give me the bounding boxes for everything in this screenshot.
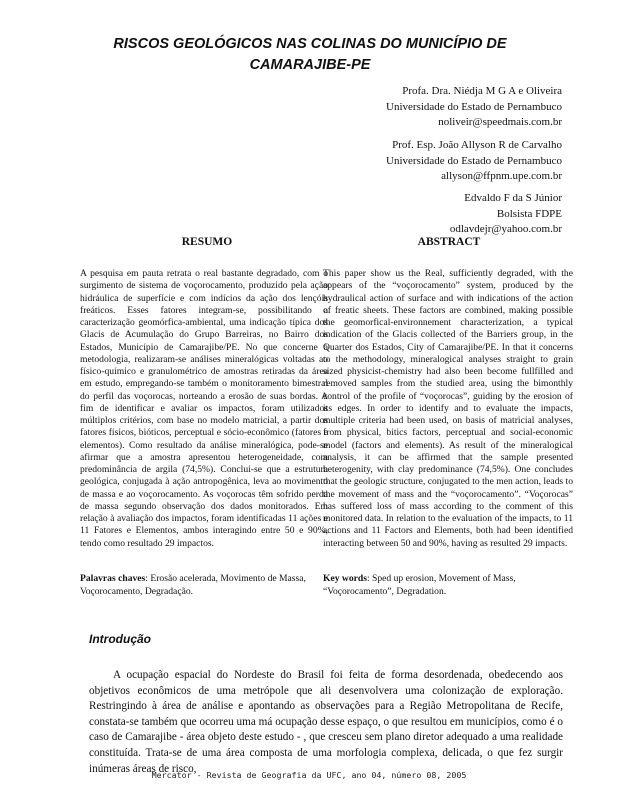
author-name: Profa. Dra. Niédja M G A e Oliveira xyxy=(402,85,562,97)
author-block-3 xyxy=(232,191,562,238)
keywords-label: Key words xyxy=(323,573,367,584)
abstract-keywords xyxy=(323,573,573,598)
author-affiliation: Universidade do Estado de Pernambuco xyxy=(386,154,562,167)
resumo-text: A pesquisa em pauta retrata o real bastante degradado, com o surgimento de sistema de voçorocamento, produzido pela ação hidráulica de superfície e com indícios da ação dos lençóis freáticos. Esses fatores integram-se, possibilitando a caracterização geomórfica-ambiental, uma indicação típica dos Glacis de Acumulação do Grupo Barreiras, no Bairro dos Estados, Município de Camarajibe/PE. No que concerne à metodologia, realizaram-se análises mineralógicas voltadas ao físico-químico e granulométrico de amostras retiradas da área em estudo, empregando-se também o monitoramento bimestral do perfil das voçorocas, norteando a erosão de suas bordas. A fim de identificar e avaliar os impactos, foram utilizados múltiplos critérios, com base no modelo matricial, a partir dos fatores físicos, bióticos, perceptual e sócio-econômico (fatores e elementos). Como resultado da análise mineralógica, pode-se afirmar que a amostra apresentou heterogeneidade, com predominância de argila (74,5%). Conclui-se que a estrutura geológica, conjugada à ação antropogênica, leva ao movimento de massa e ao voçorocamento. As voçorocas têm sofrido perda de massa segundo observação dos dados monitorados. Em relação à avaliação dos impactos, foram identificadas 11 ações e 11 Fatores e Elementos, ambos interagindo entre 50 e 90%, tendo como resultado 29 impactos. xyxy=(80,268,328,549)
author-email: noliveir@speedmais.com.br xyxy=(438,116,562,128)
paper-title: RISCOS GEOLÓGICOS NAS COLINAS DO MUNICÍPIO DE CAMARAJIBE-PE xyxy=(113,36,507,73)
author-block-2 xyxy=(232,138,562,185)
author-block-1 xyxy=(232,84,562,131)
author-affiliation: Universidade do Estado de Pernambuco xyxy=(386,100,562,113)
author-name: Prof. Esp. João Allyson R de Carvalho xyxy=(392,139,562,151)
author-email: allyson@ffpnm.upe.com.br xyxy=(441,170,562,182)
keywords-list: : Sped up erosion, Movement of Mass, “Voçorocamento”, Degradation. xyxy=(323,573,516,597)
keywords-list: : Erosão acelerada, Movimento de Massa, Voçorocamento, Degradação. xyxy=(80,573,306,597)
author-affiliation: Bolsista FDPE xyxy=(496,207,562,220)
abstract-heading: ABSTRACT xyxy=(417,236,481,248)
keywords-label: Palavras chaves xyxy=(80,573,146,584)
introduction-text: A ocupação espacial do Nordeste do Brasil foi feita de forma desordenada, obedecendo aos objetivos econômicos de uma metrópole que ali desenvolvera uma colonização de exploração. Restringindo à área de análise e apontando as observações para a Região Metropolitana de Recife, constata-se também que ocorreu uma má ocupação desse espaço, o que resultou em municípios, como é o caso de Camarajibe - área objeto deste estudo - , que cresceu sem plano diretor adequado a uma realidade constituída. Trata-se de uma área composta de uma morfologia complexa, delicada, o que fez surgir inúmeras áreas de risco, xyxy=(89,669,563,775)
resumo-keywords xyxy=(80,573,330,598)
abstract-text: This paper show us the Real, sufficiently degraded, with the appears of the “voçorocamento” system, produced by the hydraulical action of surface and with indications of the action of freatic sheets. These factors are combined, making possible the geomorfical-environnement characterization, a typical indication of the Glacis collected of the Barriers group, in the Quarter dos Estados, City of Camarajibe/PE. In that it concerns to the methodology, mineralogical analyses straight to grain sized physicist-chemistry had also been become fullfilled and removed samples from the studied area, using the bimonthly control of the profile of “voçorocas”, guiding by the erosion of its edges. In order to identify and to evaluate the impacts, multiple criteria had been used, on basis of matricial analyses, from physical, bitics factors, perceptual and social-economic model (factors and elements). As result of the mineralogical analysis, it can be affirmed that the sample presented heterogenity, with clay predominance (74,5%). One concludes that the geologic structure, conjugated to the men action, leads to the movement of mass and the “voçorocamento”. “Voçorocas” has suffered loss of mass according to the comment of this monitored data. In relation to the evaluation of the impacts, to 11 actions and 11 Factors and Elements, both had been identified interacting between 50 and 90%, having as resulted 29 impacts. xyxy=(323,268,573,549)
introduction-heading: Introdução xyxy=(89,632,151,646)
author-name: Edvaldo F da S Júnior xyxy=(464,192,562,204)
resumo-heading: RESUMO xyxy=(181,236,233,248)
author-email: odlavdejr@yahoo.com.br xyxy=(449,223,562,235)
page-footer: Mercator - Revista de Geografia da UFC, ano 04, número 08, 2005 xyxy=(151,770,467,780)
